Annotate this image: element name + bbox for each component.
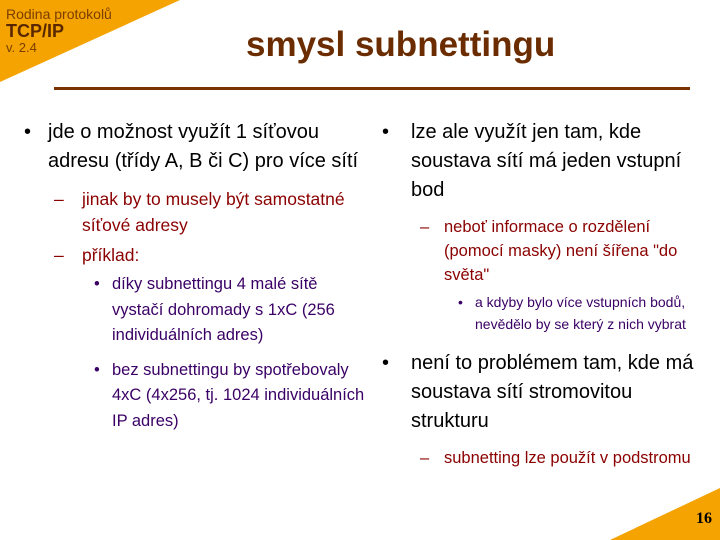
- left-column: [20, 118, 370, 443]
- left-subsubbullet-2: • bez subnettingu by spotřebovaly 4xC (4x256, tj. 1024 individuálních IP adres): [20, 358, 370, 435]
- right-subbullet-2: – subnetting lze použít v podstromu: [378, 446, 714, 470]
- right-subsubbullet-1: • a kdyby bylo více vstupních bodů, nevědělo by se který z nich vybrat: [378, 291, 714, 335]
- title-underline: [54, 87, 690, 90]
- left-subsubbullet-1: • díky subnettingu 4 malé sítě vystačí dohromady s 1xC (256 individuálních adres): [20, 272, 370, 349]
- series-label: Rodina protokolů: [6, 6, 112, 22]
- page-number: 16: [696, 510, 712, 527]
- left-subbullet-1: – jinak by to musely být samostatné síťové adresy: [20, 186, 370, 238]
- version-label: v. 2.4: [6, 40, 37, 55]
- slide-title: smysl subnettingu: [246, 25, 556, 64]
- right-column: [378, 118, 714, 474]
- right-subbullet-1: – neboť informace o rozdělení (pomocí masky) není šířena "do světa": [378, 215, 714, 287]
- left-subbullet-2: – příklad:: [20, 242, 370, 268]
- right-bullet-1: • lze ale využít jen tam, kde soustava sítí má jeden vstupní bod: [378, 118, 714, 205]
- protocol-label: TCP/IP: [6, 21, 65, 41]
- left-bullet-1: • jde o možnost využít 1 síťovou adresu (třídy A, B či C) pro více sítí: [20, 118, 370, 176]
- right-bullet-2: • není to problémem tam, kde má soustava sítí stromovitou strukturu: [378, 349, 714, 436]
